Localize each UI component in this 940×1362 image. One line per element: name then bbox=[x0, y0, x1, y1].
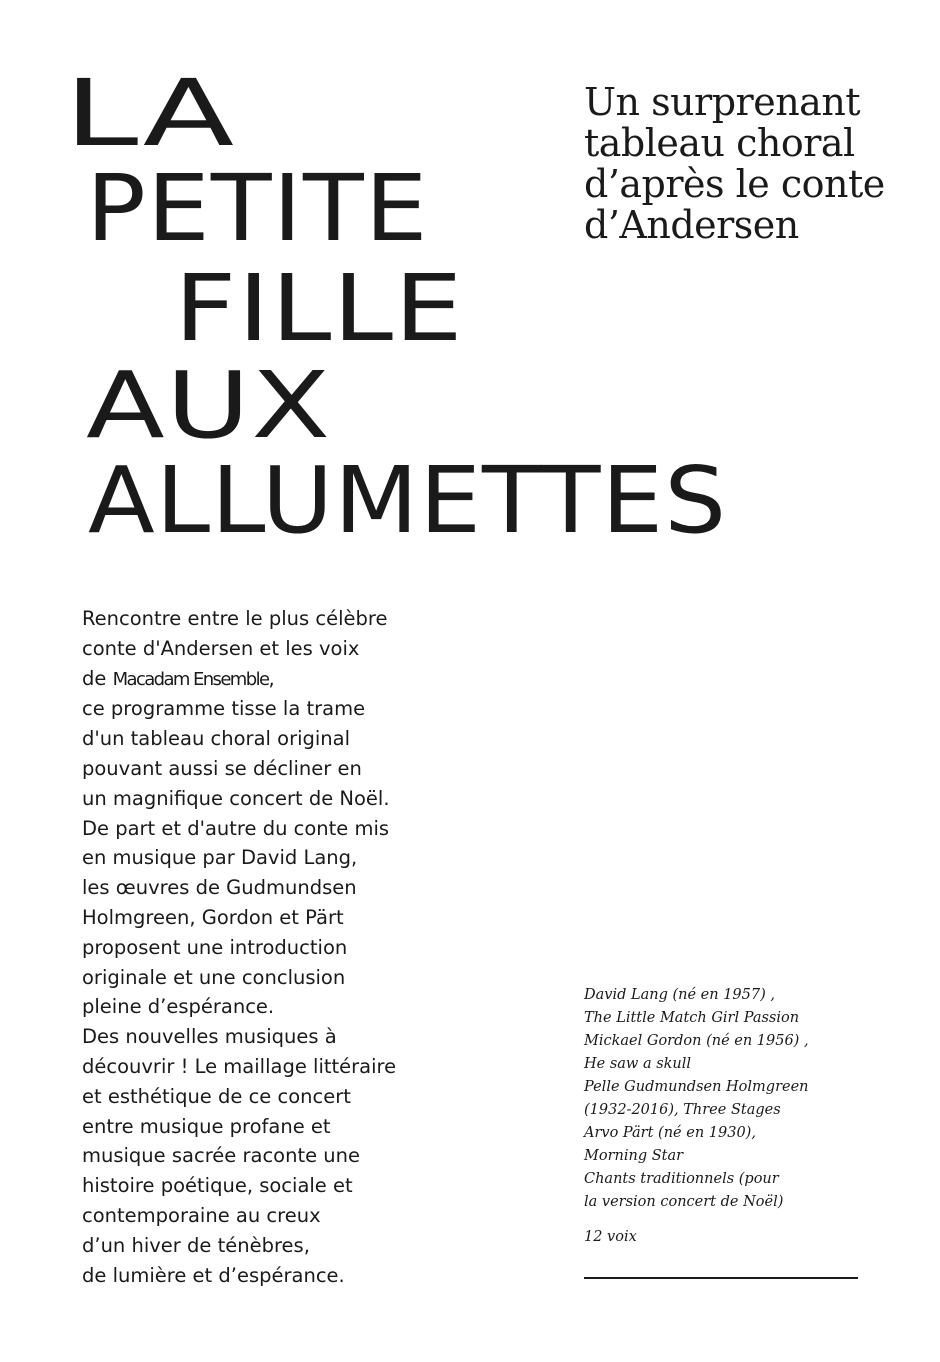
title-line-la: LA bbox=[64, 60, 236, 167]
body-line-prefix: de bbox=[82, 666, 113, 690]
divider-rule bbox=[584, 1277, 858, 1279]
subtitle-line: Un surprenant bbox=[584, 80, 861, 124]
body-line-suffix: , bbox=[268, 666, 275, 690]
title-line-aux: AUX bbox=[86, 352, 332, 459]
body-line: en musique par David Lang, bbox=[82, 846, 358, 870]
body-line: pleine d’espérance. bbox=[82, 995, 275, 1019]
body-line: entre musique profane et bbox=[82, 1114, 331, 1138]
body-line: les œuvres de Gudmundsen bbox=[82, 876, 357, 900]
title-line-petite: PETITE bbox=[86, 155, 429, 262]
program-line: la version concert de Noël) bbox=[584, 1194, 784, 1210]
title-line-allumettes: ALLUMETTES bbox=[88, 447, 728, 554]
program-line: Mickael Gordon (né en 1956) , bbox=[584, 1033, 809, 1049]
body-line: originale et une conclusion bbox=[82, 965, 346, 989]
program-line: Morning Star bbox=[584, 1148, 684, 1164]
body-line: contemporaine au creux bbox=[82, 1203, 321, 1227]
program-line: The Little Match Girl Passion bbox=[584, 1010, 800, 1026]
body-line: découvrir ! Le maillage littéraire bbox=[82, 1054, 397, 1078]
program-line: (1932-2016), Three Stages bbox=[584, 1102, 781, 1118]
subtitle-line: d’Andersen bbox=[584, 203, 799, 247]
body-line-ensemble bbox=[82, 664, 462, 695]
ensemble-name: Macadam Ensemble bbox=[112, 668, 269, 690]
program-line: David Lang (né en 1957) , bbox=[584, 987, 775, 1003]
body-line: d'un tableau choral original bbox=[82, 727, 351, 751]
body-line: ce programme tisse la trame bbox=[82, 697, 366, 721]
program-line: He saw a skull bbox=[584, 1056, 692, 1072]
title-line-fille: FILLE bbox=[174, 255, 464, 362]
body-line: Holmgreen, Gordon et Pärt bbox=[82, 905, 344, 929]
body-line: un magnifique concert de Noël. bbox=[82, 786, 390, 810]
subtitle bbox=[584, 82, 924, 246]
body-line: Rencontre entre le plus célèbre bbox=[82, 607, 388, 630]
program-line: Chants traditionnels (pour bbox=[584, 1171, 779, 1187]
body-line: conte d'Andersen et les voix bbox=[82, 636, 360, 660]
subtitle-line: tableau choral bbox=[584, 121, 855, 165]
voices-count: 12 voix bbox=[584, 1229, 637, 1245]
body-line: musique sacrée raconte une bbox=[82, 1144, 361, 1168]
program-list bbox=[584, 984, 884, 1214]
body-line: De part et d'autre du conte mis bbox=[82, 816, 390, 840]
description-paragraph bbox=[82, 604, 462, 1290]
body-line: Des nouvelles musiques à bbox=[82, 1025, 337, 1049]
program-line: Arvo Pärt (né en 1930), bbox=[584, 1125, 756, 1141]
body-line: histoire poétique, sociale et bbox=[82, 1174, 353, 1198]
body-line: d’un hiver de ténèbres, bbox=[82, 1233, 310, 1257]
subtitle-line: d’après le conte bbox=[584, 162, 885, 206]
program-line: Pelle Gudmundsen Holmgreen bbox=[584, 1079, 809, 1095]
body-line: proposent une introduction bbox=[82, 935, 348, 959]
body-line: de lumière et d’espérance. bbox=[82, 1263, 345, 1287]
body-line: et esthétique de ce concert bbox=[82, 1084, 351, 1108]
body-line: pouvant aussi se décliner en bbox=[82, 756, 362, 780]
